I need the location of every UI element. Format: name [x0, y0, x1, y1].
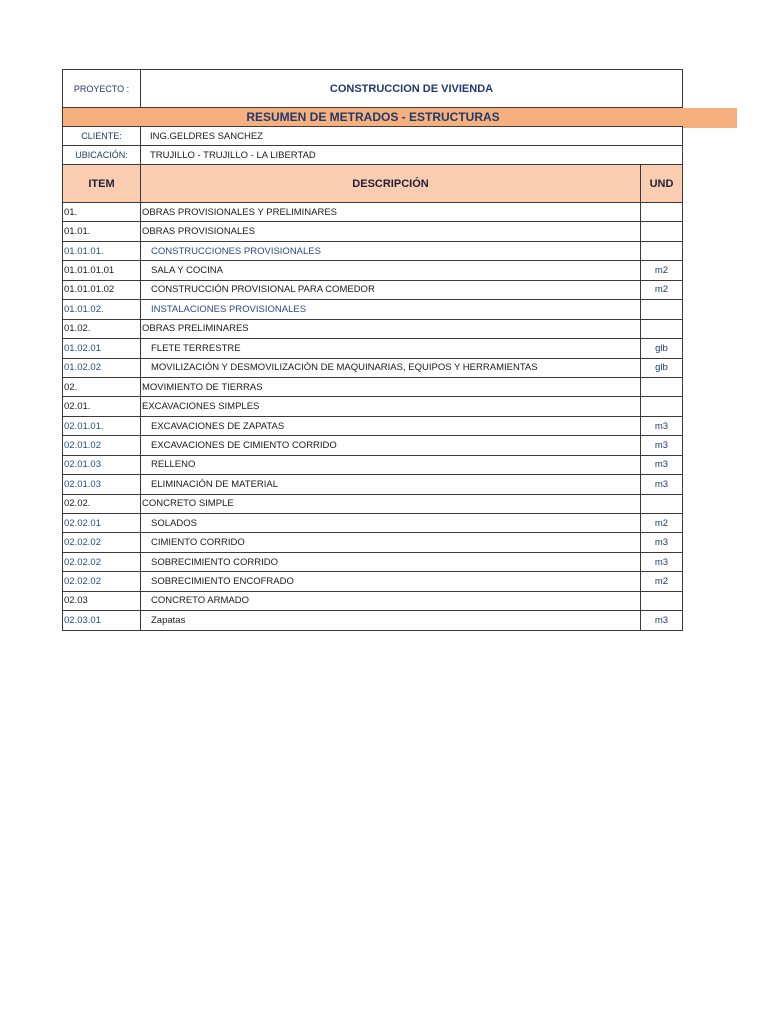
- unit-cell: [640, 300, 682, 318]
- item-code-cell: 02.02.02: [63, 533, 141, 551]
- table-row: [62, 203, 683, 222]
- description-cell: CONSTRUCCIÓN PROVISIONAL PARA COMEDOR: [151, 284, 375, 296]
- description-cell: SOBRECIMIENTO CORRIDO: [151, 556, 279, 568]
- description-cell: CONSTRUCCIONES PROVISIONALES: [151, 245, 321, 257]
- description-cell: MOVILIZACIÓN Y DESMOVILIZACIÓN DE MAQUINARIAS, EQUIPOS Y HERRAMIENTAS: [151, 362, 538, 374]
- cliente-value: ING.GELDRES SANCHEZ: [150, 130, 263, 142]
- unit-cell: m3: [640, 436, 682, 454]
- table-row: [62, 495, 683, 514]
- cliente-row: [62, 127, 683, 146]
- table-row: [62, 533, 683, 552]
- banner-extension: [683, 108, 737, 128]
- unit-cell: [640, 242, 682, 260]
- unit-cell: [640, 378, 682, 396]
- description-cell: INSTALACIONES PROVISIONALES: [151, 303, 307, 315]
- unit-cell: m3: [640, 553, 682, 571]
- item-code-cell: 02.: [63, 378, 141, 396]
- unit-cell: [640, 397, 682, 415]
- description-cell: RELLENO: [151, 459, 196, 471]
- item-code-cell: 01.01.01.01: [63, 261, 141, 279]
- unit-cell: glb: [640, 339, 682, 357]
- description-cell: SALA Y COCINA: [151, 265, 223, 277]
- unit-cell: [640, 495, 682, 513]
- item-code-cell: 02.02.02: [63, 553, 141, 571]
- table-row: [62, 359, 683, 378]
- item-code-cell: 02.02.02: [63, 572, 141, 590]
- unit-cell: [640, 203, 682, 221]
- table-row: [62, 572, 683, 591]
- description-cell: OBRAS PRELIMINARES: [142, 323, 249, 335]
- item-code-cell: 02.02.01: [63, 514, 141, 532]
- item-code-cell: 02.01.03: [63, 475, 141, 493]
- description-cell: SOBRECIMIENTO ENCOFRADO: [151, 576, 294, 588]
- cliente-label: CLIENTE:: [63, 127, 141, 145]
- project-row: [62, 69, 683, 108]
- description-cell: EXCAVACIONES SIMPLES: [142, 401, 260, 413]
- unit-cell: [640, 592, 682, 610]
- item-code-cell: 02.01.03: [63, 456, 141, 474]
- table-row: [62, 592, 683, 611]
- table-row: [62, 553, 683, 572]
- description-cell: CIMIENTO CORRIDO: [151, 537, 245, 549]
- proyecto-value: CONSTRUCCION DE VIVIENDA: [329, 82, 494, 95]
- unit-cell: m3: [640, 456, 682, 474]
- table-row: [62, 281, 683, 300]
- description-cell: EXCAVACIONES DE ZAPATAS: [151, 420, 285, 432]
- table-row: [62, 417, 683, 436]
- unit-cell: m3: [640, 533, 682, 551]
- unit-cell: m2: [640, 261, 682, 279]
- table-row: [62, 436, 683, 455]
- table-row: [62, 456, 683, 475]
- item-code-cell: 01.01.02.: [63, 300, 141, 318]
- description-cell: SOLADOS: [151, 517, 197, 529]
- item-code-cell: 02.01.01.: [63, 417, 141, 435]
- description-cell: FLETE TERRESTRE: [151, 342, 241, 354]
- column-header-und: UND: [640, 165, 682, 202]
- item-code-cell: 01.02.: [63, 320, 141, 338]
- table-row: [62, 339, 683, 358]
- table-row: [62, 261, 683, 280]
- unit-cell: [640, 222, 682, 240]
- column-header-row: [62, 165, 683, 203]
- unit-cell: m2: [640, 281, 682, 299]
- item-code-cell: 02.03: [63, 592, 141, 610]
- unit-cell: [640, 320, 682, 338]
- item-code-cell: 01.: [63, 203, 141, 221]
- description-cell: ELIMINACIÓN DE MATERIAL: [151, 478, 279, 490]
- item-code-cell: 01.02.01: [63, 339, 141, 357]
- unit-cell: m3: [640, 611, 682, 629]
- ubicacion-value: TRUJILLO - TRUJILLO - LA LIBERTAD: [150, 149, 316, 161]
- table-body: [62, 203, 683, 631]
- item-code-cell: 02.03.01: [63, 611, 141, 629]
- description-cell: EXCAVACIONES DE CIMIENTO CORRIDO: [151, 439, 337, 451]
- item-code-cell: 01.01.01.: [63, 242, 141, 260]
- item-code-cell: 02.01.: [63, 397, 141, 415]
- unit-cell: m2: [640, 514, 682, 532]
- table-row: [62, 242, 683, 261]
- column-header-descripcion: DESCRIPCIÓN: [352, 177, 429, 190]
- column-header-item: ITEM: [63, 165, 141, 202]
- table-row: [62, 397, 683, 416]
- table-row: [62, 378, 683, 397]
- description-cell: Zapatas: [151, 614, 186, 626]
- table-row: [62, 475, 683, 494]
- item-code-cell: 01.01.: [63, 222, 141, 240]
- unit-cell: m3: [640, 417, 682, 435]
- item-code-cell: 01.02.02: [63, 359, 141, 377]
- table-row: [62, 320, 683, 339]
- unit-cell: m2: [640, 572, 682, 590]
- description-cell: MOVIMIENTO DE TIERRAS: [142, 381, 263, 393]
- table-row: [62, 514, 683, 533]
- metrados-sheet: [62, 69, 683, 631]
- ubicacion-row: [62, 146, 683, 165]
- ubicacion-label: UBICACIÓN:: [63, 146, 141, 164]
- description-cell: CONCRETO ARMADO: [151, 595, 250, 607]
- item-code-cell: 02.02.: [63, 495, 141, 513]
- description-cell: OBRAS PROVISIONALES: [142, 226, 255, 238]
- table-row: [62, 222, 683, 241]
- description-cell: CONCRETO SIMPLE: [142, 498, 234, 510]
- table-row: [62, 300, 683, 319]
- unit-cell: m3: [640, 475, 682, 493]
- unit-cell: glb: [640, 359, 682, 377]
- table-row: [62, 611, 683, 630]
- proyecto-label: PROYECTO :: [63, 70, 141, 107]
- item-code-cell: 02.01.02: [63, 436, 141, 454]
- report-title-banner: RESUMEN DE METRADOS - ESTRUCTURAS: [62, 108, 683, 127]
- item-code-cell: 01.01.01.02: [63, 281, 141, 299]
- description-cell: OBRAS PROVISIONALES Y PRELIMINARES: [142, 206, 337, 218]
